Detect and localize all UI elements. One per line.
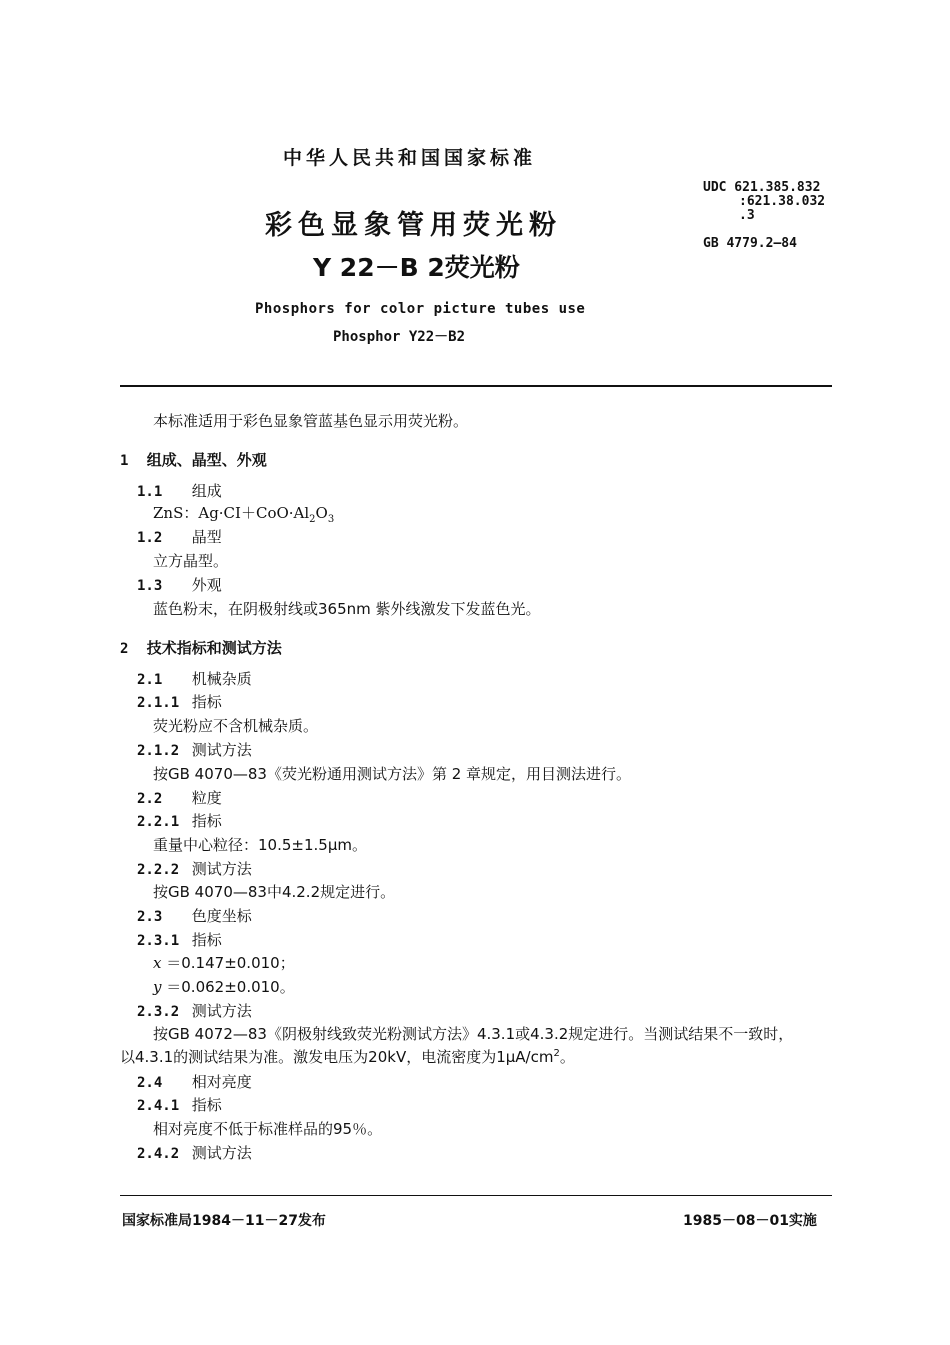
- section-2-4-1: [137, 1094, 222, 1115]
- var-y: y: [153, 978, 162, 996]
- section-number: 1.3: [137, 578, 163, 594]
- section-2: [120, 637, 282, 658]
- section-number: 1.1: [137, 484, 163, 500]
- section-number: 1.2: [137, 530, 163, 546]
- udc-line-1: UDC 621.385.832: [703, 180, 821, 195]
- section-number: 2.2.2: [137, 862, 180, 878]
- particle-size-text: 重量中心粒径：10.5±1.5μm。: [153, 836, 367, 854]
- section-1: [120, 449, 267, 470]
- section-2-4: [137, 1071, 252, 1092]
- section-2-2: [137, 787, 222, 808]
- formula-sub: 3: [327, 514, 335, 525]
- superscript: 2: [553, 1048, 560, 1059]
- section-title: 外观: [191, 576, 222, 594]
- section-2-3: [137, 905, 252, 926]
- chromaticity-x: [153, 952, 295, 973]
- section-number: 2.3: [137, 909, 163, 925]
- section-number: 1: [120, 453, 129, 469]
- y-value: ＝0.062±0.010。: [166, 978, 295, 996]
- impurity-text: 荧光粉应不含机械杂质。: [153, 717, 319, 735]
- chromaticity-y: [153, 976, 295, 997]
- particle-method-text: 按GB 4070—83中4.2.2规定进行。: [153, 883, 396, 901]
- section-2-4-2: [137, 1142, 252, 1163]
- method-text: 以4.3.1的测试结果为准。激发电压为20kV，电流密度为1μA/cm: [120, 1048, 554, 1066]
- section-number: 2: [120, 641, 129, 657]
- udc-line-3: .3: [739, 208, 755, 223]
- section-number: 2.1.1: [137, 695, 180, 711]
- section-2-3-2: [137, 1000, 252, 1021]
- formula-part: O: [315, 504, 328, 522]
- gb-number: GB 4779.2—84: [703, 236, 797, 251]
- section-title: 指标: [191, 693, 222, 711]
- section-1-1: [137, 480, 222, 501]
- section-title: 组成、晶型、外观: [146, 451, 267, 469]
- section-number: 2.1: [137, 672, 163, 688]
- udc-line-2: :621.38.032: [739, 194, 826, 209]
- document-subtitle-en: Phosphor Y22－B2: [333, 329, 466, 345]
- udc-code: [703, 181, 825, 223]
- section-2-2-2: [137, 858, 252, 879]
- document-title-cn: 彩色显象管用荧光粉: [265, 210, 562, 241]
- document-title-en: Phosphors for color picture tubes use: [255, 301, 586, 317]
- formula-part: ZnS：Ag·CI＋CoO·Al: [153, 504, 310, 522]
- section-title: 指标: [191, 931, 222, 949]
- crystal-text: 立方晶型。: [153, 552, 229, 570]
- section-title: 粒度: [191, 789, 222, 807]
- section-number: 2.3.1: [137, 933, 180, 949]
- section-title: 测试方法: [191, 1002, 252, 1020]
- section-title: 相对亮度: [191, 1073, 252, 1091]
- x-value: ＝0.147±0.010；: [166, 954, 295, 972]
- section-number: 2.2: [137, 791, 163, 807]
- section-1-3: [137, 574, 222, 595]
- section-title: 技术指标和测试方法: [146, 639, 282, 657]
- chromaticity-method-line2: [120, 1046, 575, 1067]
- section-1-2: [137, 526, 222, 547]
- appearance-text: 蓝色粉末，在阴极射线或365nm 紫外线激发下发蓝色光。: [153, 600, 541, 618]
- section-2-2-1: [137, 810, 222, 831]
- composition-formula: [153, 502, 334, 525]
- effective-date: 1985－08－01实施: [683, 1213, 817, 1229]
- section-number: 2.2.1: [137, 814, 180, 830]
- formula-sub: 2: [309, 514, 316, 525]
- section-title: 测试方法: [191, 741, 252, 759]
- section-title: 测试方法: [191, 860, 252, 878]
- section-number: 2.3.2: [137, 1004, 180, 1020]
- issuing-org: 中华人民共和国国家标准: [283, 147, 537, 169]
- section-title: 指标: [191, 1096, 222, 1114]
- section-2-3-1: [137, 929, 222, 950]
- section-number: 2.4: [137, 1075, 163, 1091]
- section-2-1-2: [137, 739, 252, 760]
- section-title: 组成: [191, 482, 222, 500]
- section-title: 指标: [191, 812, 222, 830]
- section-title: 色度坐标: [191, 907, 252, 925]
- section-title: 测试方法: [191, 1144, 252, 1162]
- chromaticity-method-line1: 按GB 4072—83《阴极射线致荧光粉测试方法》4.3.1或4.3.2规定进行。当测试结果不一致时，: [153, 1025, 794, 1043]
- method-text-end: 。: [559, 1048, 575, 1066]
- section-number: 2.1.2: [137, 743, 180, 759]
- section-number: 2.4.2: [137, 1146, 180, 1162]
- header-divider: [120, 385, 832, 387]
- section-2-1-1: [137, 691, 222, 712]
- section-2-1: [137, 668, 252, 689]
- issue-date: 国家标准局1984－11－27发布: [122, 1213, 326, 1229]
- section-title: 机械杂质: [191, 670, 252, 688]
- var-x: x: [153, 954, 162, 972]
- section-title: 晶型: [191, 528, 222, 546]
- impurity-method-text: 按GB 4070—83《荧光粉通用测试方法》第 2 章规定，用目测法进行。: [153, 765, 632, 783]
- footer-divider: [120, 1195, 832, 1196]
- brightness-text: 相对亮度不低于标准样品的95％。: [153, 1120, 383, 1138]
- intro-text: 本标准适用于彩色显象管蓝基色显示用荧光粉。: [153, 412, 469, 430]
- document-subtitle-cn: Y 22－B 2荧光粉: [313, 253, 520, 282]
- section-number: 2.4.1: [137, 1098, 180, 1114]
